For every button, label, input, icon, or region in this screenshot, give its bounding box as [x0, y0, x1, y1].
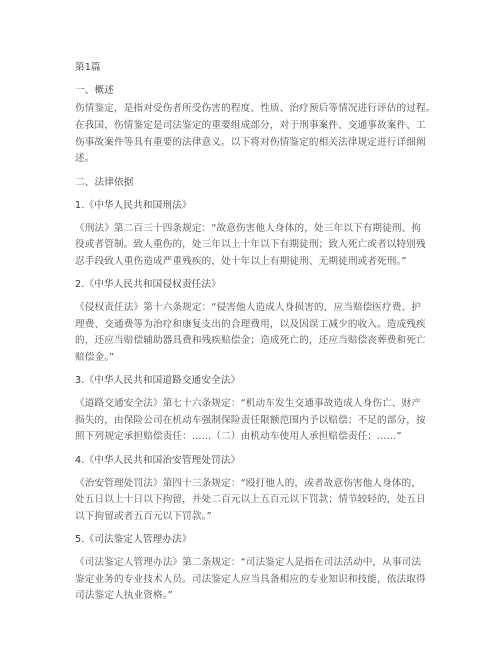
law-title: 2.《中华人民共和国侵权责任法》 [75, 279, 221, 290]
law-text-line: 《侵权责任法》第十六条规定：“侵害他人造成人身损害的，应当赔偿医疗费、护 [75, 302, 422, 313]
law-text-line: 理费、交通费等为治疗和康复支出的合理费用，以及因误工减少的收入。造成残疾 [75, 319, 426, 330]
overview-line: 述。 [75, 153, 95, 164]
law-text-line: 鉴定业务的专业技术人员。司法鉴定人应当具备相应的专业知识和技能，依法取得 [75, 574, 426, 585]
law-title: 5.《司法鉴定人管理办法》 [75, 534, 192, 545]
page-label: 第1篇 [75, 62, 101, 73]
law-text-line: 处五日以上十日以下拘留，并处二百元以上五百元以下罚款；情节较轻的，处五日 [75, 494, 426, 505]
section-heading-legal-basis: 二、法律依据 [75, 177, 134, 188]
law-text-line: 司法鉴定人执业资格。” [75, 590, 173, 601]
law-text-line: 《治安管理处罚法》第四十三条规定：“殴打他人的，或者故意伤害他人身体的， [75, 478, 422, 489]
section-heading-overview: 一、概述 [75, 85, 114, 96]
law-title: 1.《中华人民共和国刑法》 [75, 200, 192, 211]
law-title: 4.《中华人民共和国治安管理处罚法》 [75, 455, 241, 466]
overview-line: 伤情鉴定，是指对受伤者所受伤害的程度、性质、治疗预后等情况进行评估的过程。 [75, 103, 436, 114]
law-text-line: 照下列规定承担赔偿责任：……（二）由机动车使用人承担赔偿责任；……” [75, 431, 402, 442]
law-title: 3.《中华人民共和国道路交通安全法》 [75, 375, 241, 386]
law-text-line: 的，还应当赔偿辅助器具费和残疾赔偿金；造成死亡的，还应当赔偿丧葬费和死亡 [75, 335, 426, 346]
law-text-line: 《司法鉴定人管理办法》第二条规定：“司法鉴定人是指在司法活动中，从事司法 [75, 557, 422, 568]
law-text-line: 忍手段致人重伤造成严重残疾的，处十年以上有期徒刑、无期徒刑或者死刑。” [75, 256, 407, 267]
law-text-line: 《道路交通安全法》第七十六条规定：“机动车发生交通事故造成人身伤亡、财产 [75, 398, 422, 409]
law-text-line: 《刑法》第二百三十四条规定：“故意伤害他人身体的，处三年以下有期徒刑、拘 [75, 223, 422, 234]
law-text-line: 赔偿金。” [75, 352, 115, 363]
law-text-line: 损失的，由保险公司在机动车强制保险责任限额范围内予以赔偿；不足的部分，按 [75, 415, 426, 426]
overview-line: 伤事故案件等具有重要的法律意义。以下将对伤情鉴定的相关法律规定进行详细阐 [75, 137, 426, 148]
law-text-line: 役或者管制。致人重伤的，处三年以上十年以下有期徒刑；致人死亡或者以特别残 [75, 239, 426, 250]
overview-line: 在我国，伤情鉴定是司法鉴定的重要组成部分，对于刑事案件、交通事故案件、工 [75, 120, 426, 131]
law-text-line: 以下拘留或者五百元以下罚款。” [75, 511, 212, 522]
